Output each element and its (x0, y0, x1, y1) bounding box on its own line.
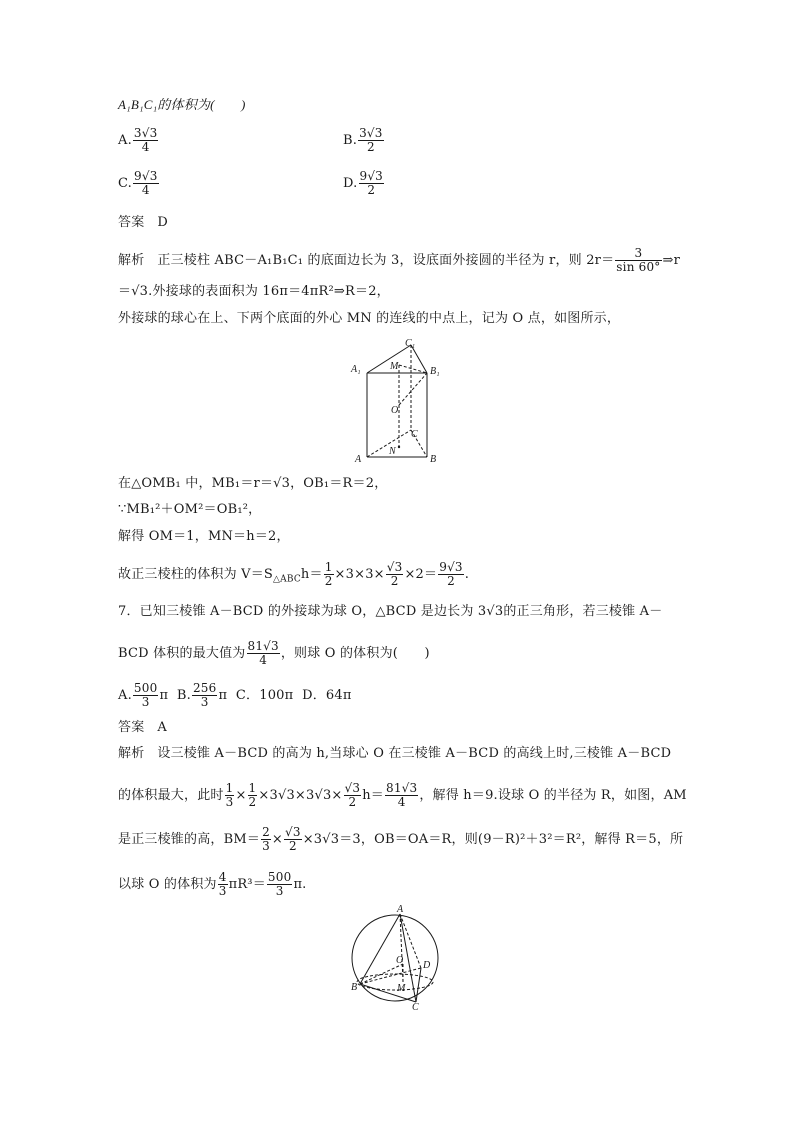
q7-analysis-line4: 以球 O 的体积为 $\frac{4}{3}$ πR³＝ $\frac{500}{3}$ π. (118, 870, 307, 898)
q7-analysis-line1: 解析 设三棱锥 A－BCD 的高为 h,当球心 O 在三棱锥 A－BCD 的高线上时,三棱锥 A－BCD (118, 746, 672, 761)
fig2-label-b: B (351, 982, 358, 993)
fig2-label-d: D (423, 960, 431, 971)
q7-analysis-line2: 的体积最大，此时 $\frac{1}{3}$ × $\frac{1}{2}$ ×3√3×3√3× $\frac{√3}{2}$ h＝ $\frac{81√3}{4}$ ，解得 h＝9.设球 O 的半径为 R，如图，AM (118, 781, 687, 809)
q7-analysis-line3: 是正三棱锥的高，BM＝ $\frac{2}{3}$ × $\frac{√3}{2}$ ×3√3＝3，OB＝OA＝R，则(9－R)²＋3²＝R²，解得 R＝5，所 (118, 825, 684, 853)
q6-analysis-line1: 解析 正三棱柱 ABC－A₁B₁C₁ 的底面边长为 3，设底面外接圆的半径为 r，则 2r＝ $\frac{3}{\sin 60^\circ}$ ⇒r (118, 246, 681, 274)
fig1-label-a: A (355, 454, 362, 465)
q7-answer: 答案 A (118, 720, 167, 735)
fig2-label-o: O (396, 955, 404, 966)
fig1-label-b: B (430, 454, 437, 465)
fig1-label-n: N (389, 446, 396, 457)
q6-analysis-line6: 解得 OM＝1，MN＝h＝2， (118, 529, 290, 544)
q6-analysis-line3: 外接球的球心在上、下两个底面的外心 MN 的连线的中点上，记为 O 点，如图所示， (118, 311, 621, 326)
fig1-label-b1: B₁ (430, 366, 440, 377)
fig1-label-c1: C₁ (405, 338, 416, 349)
q6-option-c: C. $\frac{9√3}{4}$ (118, 169, 158, 197)
sphere-figure (345, 902, 445, 1010)
fig2-label-a: A (397, 904, 404, 915)
fig2-label-c: C (412, 1002, 419, 1010)
fig1-label-o: O (391, 405, 399, 416)
q7-stem-line2: BCD 体积的最大值为 $\frac{81√3}{4}$ ，则球 O 的体积为( ) (118, 639, 430, 667)
q6-option-a: A. $\frac{3√3}{4}$ (118, 126, 158, 154)
q6-analysis-line5: ∵MB₁²＋OM²＝OB₁²， (118, 502, 262, 517)
q7-stem-line1: 7．已知三棱锥 A－BCD 的外接球为球 O，△BCD 是边长为 3√3的正三角形，若三棱锥 A－ (118, 604, 663, 619)
q6-stem-tail: A₁B₁C₁的体积为( ) (118, 97, 246, 112)
q6-analysis-line7: 故正三棱柱的体积为 $V=S_{\triangle ABC}h=$ $\frac{1}{2}$ ×3×3× $\frac{√3}{2}$ ×2＝ $\frac{9√3}{2}$ . (118, 560, 470, 588)
fig1-label-m: M (390, 361, 399, 372)
q6-option-b: B. $\frac{3√3}{2}$ (343, 126, 383, 154)
q6-analysis-line4: 在△OMB₁ 中，MB₁＝r＝√3，OB₁＝R＝2， (118, 476, 388, 491)
fig1-label-a1: A₁ (351, 364, 361, 375)
q7-options: A. $\frac{500}{3}$ π B. $\frac{256}{3}$ π C．100π D．64π (118, 681, 352, 709)
fig2-label-m: M (397, 983, 406, 994)
q6-option-d: D. $\frac{9√3}{2}$ (343, 169, 384, 197)
q6-answer: 答案 D (118, 215, 169, 230)
prism-figure (345, 335, 460, 465)
q6-analysis-line2: ＝√3.外接球的表面积为 16π＝4πR²⇒R＝2， (118, 284, 390, 299)
fig1-label-c: C (411, 429, 418, 440)
